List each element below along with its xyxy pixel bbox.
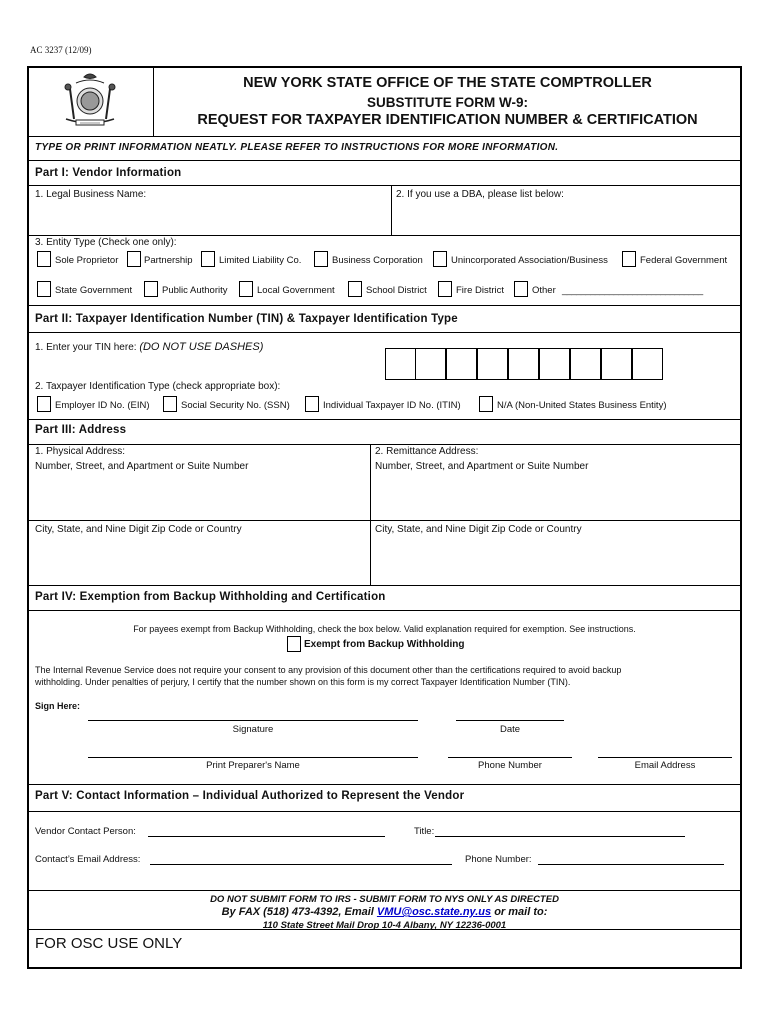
remit-city-field[interactable] [375,537,735,581]
school-district-checkbox[interactable] [348,281,362,297]
divider [153,68,154,136]
physical-street-label: Number, Street, and Apartment or Suite Number [35,461,249,472]
tin-digit-box[interactable] [415,348,446,380]
part5-title: Part V: Contact Information – Individual Authorized to Represent the Vendor [35,790,465,802]
contact-email-line[interactable] [150,864,452,865]
entity-type-label: 3. Entity Type (Check one only): [35,237,177,248]
checkbox-label: Individual Taxpayer ID No. (ITIN) [323,400,461,411]
state-government-checkbox[interactable] [37,281,51,297]
footer-address: 110 State Street Mail Drop 10-4 Albany, NY 12236-0001 [262,920,507,931]
checkbox-label: Sole Proprietor [55,255,119,266]
signature-caption: Signature [232,724,274,735]
checkbox-label: Social Security No. (SSN) [181,400,290,411]
checkbox-label: Federal Government [640,255,728,266]
exempt-note: For payees exempt from Backup Withholding, check the box below. Valid explanation required for exemption. See instructions. [133,624,636,634]
certification-text: The Internal Revenue Service does not require your consent to any provision of this document other than the certifications required to avoid backup [35,665,622,675]
other-field[interactable]: ______________________________ [562,285,703,296]
sole-proprietor-checkbox[interactable] [37,251,51,267]
physical-street-field[interactable] [35,474,365,518]
local-government-checkbox[interactable] [239,281,253,297]
tin-note: (DO NOT USE DASHES) [139,341,264,353]
checkbox-label: Business Corporation [332,255,423,266]
checkbox-label: Employer ID No. (EIN) [55,400,150,411]
itin-checkbox[interactable] [305,396,319,412]
checkbox-label: State Government [55,285,133,296]
checkbox-label: N/A (Non-United States Business Entity) [497,400,667,411]
checkbox-label: Partnership [144,255,193,266]
contact-person-line[interactable] [148,836,385,837]
tin-digit-box[interactable] [601,348,632,380]
tin-digit-box[interactable] [570,348,601,380]
physical-address-label: 1. Physical Address: [35,446,126,457]
osc-use-only: FOR OSC USE ONLY [35,935,183,952]
divider [29,444,740,445]
divider [29,610,740,611]
physical-city-label: City, State, and Nine Digit Zip Code or Country [35,524,242,535]
divider [29,160,740,161]
checkbox-label: Unincorporated Association/Business [451,255,608,266]
part1-title: Part I: Vendor Information [35,167,182,179]
header-subtitle: SUBSTITUTE FORM W-9: [367,95,528,110]
public-authority-checkbox[interactable] [144,281,158,297]
tin-digit-box[interactable] [446,348,477,380]
email-caption: Email Address [634,760,696,771]
na-checkbox[interactable] [479,396,493,412]
checkbox-label: Public Authority [162,285,228,296]
divider [29,185,740,186]
footer-warning: DO NOT SUBMIT FORM TO IRS - SUBMIT FORM TO NYS ONLY AS DIRECTED [210,894,559,905]
checkbox-label: Limited Liability Co. [219,255,302,266]
divider [29,811,740,812]
divider [29,136,740,137]
preparer-name-line[interactable] [88,757,418,758]
part3-title: Part III: Address [35,424,127,436]
unincorporated-association-checkbox[interactable] [433,251,447,267]
physical-city-field[interactable] [35,537,365,581]
remittance-address-label: 2. Remittance Address: [375,446,479,457]
legal-name-label: 1. Legal Business Name: [35,189,147,200]
phone-caption: Phone Number [478,760,542,771]
divider [29,585,740,586]
dba-label: 2. If you use a DBA, please list below: [396,189,564,200]
divider [29,520,740,521]
other-checkbox[interactable] [514,281,528,297]
tin-digit-box[interactable] [508,348,539,380]
instructions: TYPE OR PRINT INFORMATION NEATLY. PLEASE REFER TO INSTRUCTIONS FOR MORE INFORMATION. [35,142,559,153]
divider [29,784,740,785]
tin-digit-box[interactable] [477,348,508,380]
divider [29,235,740,236]
divider [29,419,740,420]
tin-label-text: 1. Enter your TIN here: [35,342,137,353]
divider [29,305,740,306]
header-subtitle-2: REQUEST FOR TAXPAYER IDENTIFICATION NUMBER & CERTIFICATION [197,112,698,128]
date-line[interactable] [456,720,564,721]
part2-title: Part II: Taxpayer Identification Number (TIN) & Taxpayer Identification Type [35,313,458,325]
divider [29,332,740,333]
divider [29,890,740,891]
part4-title: Part IV: Exemption from Backup Withholding and Certification [35,591,386,603]
remit-street-field[interactable] [375,474,735,518]
llc-checkbox[interactable] [201,251,215,267]
tin-label [35,341,263,353]
footer-email-link[interactable]: VMU@osc.state.ny.us [376,906,492,918]
partnership-checkbox[interactable] [127,251,141,267]
exempt-label: Exempt from Backup Withholding [304,639,465,650]
divider [370,444,371,585]
phone-number-line[interactable] [538,864,724,865]
sign-here-label: Sign Here: [35,701,81,711]
email-line[interactable] [598,757,732,758]
ein-checkbox[interactable] [37,396,51,412]
checkbox-label: Local Government [257,285,335,296]
footer-mail: or mail to: [491,906,548,918]
phone-number-label: Phone Number: [465,854,532,865]
contact-email-label: Contact’s Email Address: [35,854,141,865]
checkbox-label: School District [366,285,427,296]
exempt-checkbox[interactable] [287,636,301,652]
header-title: NEW YORK STATE OFFICE OF THE STATE COMPTROLLER [243,75,652,91]
footer-contact [29,906,740,918]
tin-digit-box[interactable] [632,348,663,380]
tin-digit-box[interactable] [385,348,416,380]
preparer-caption: Print Preparer's Name [206,760,300,771]
date-caption: Date [499,724,521,735]
title-line[interactable] [435,836,685,837]
fire-district-checkbox[interactable] [438,281,452,297]
phone-line[interactable] [448,757,572,758]
checkbox-label: Other [532,285,556,296]
business-corporation-checkbox[interactable] [314,251,328,267]
tin-type-label: 2. Taxpayer Identification Type (check appropriate box): [35,381,281,392]
remit-city-label: City, State, and Nine Digit Zip Code or Country [375,524,582,535]
federal-government-checkbox[interactable] [622,251,636,267]
legal-name-field[interactable] [35,202,387,232]
remit-street-label: Number, Street, and Apartment or Suite Number [375,461,589,472]
form-number: AC 3237 (12/09) [30,45,92,55]
title-label: Title: [414,826,435,837]
contact-person-label: Vendor Contact Person: [35,826,136,837]
checkbox-label: Fire District [456,285,505,296]
signature-line[interactable] [88,720,418,721]
ny-state-seal-icon [28,67,152,135]
divider [391,185,392,235]
tin-digit-box[interactable] [539,348,570,380]
footer-fax: By FAX (518) 473-4392, Email [221,906,377,918]
ssn-checkbox[interactable] [163,396,177,412]
dba-field[interactable] [396,202,736,232]
certification-text: withholding. Under penalties of perjury, I certify that the number shown on this form is my correct Taxpayer Identification Number (TIN). [35,677,571,687]
